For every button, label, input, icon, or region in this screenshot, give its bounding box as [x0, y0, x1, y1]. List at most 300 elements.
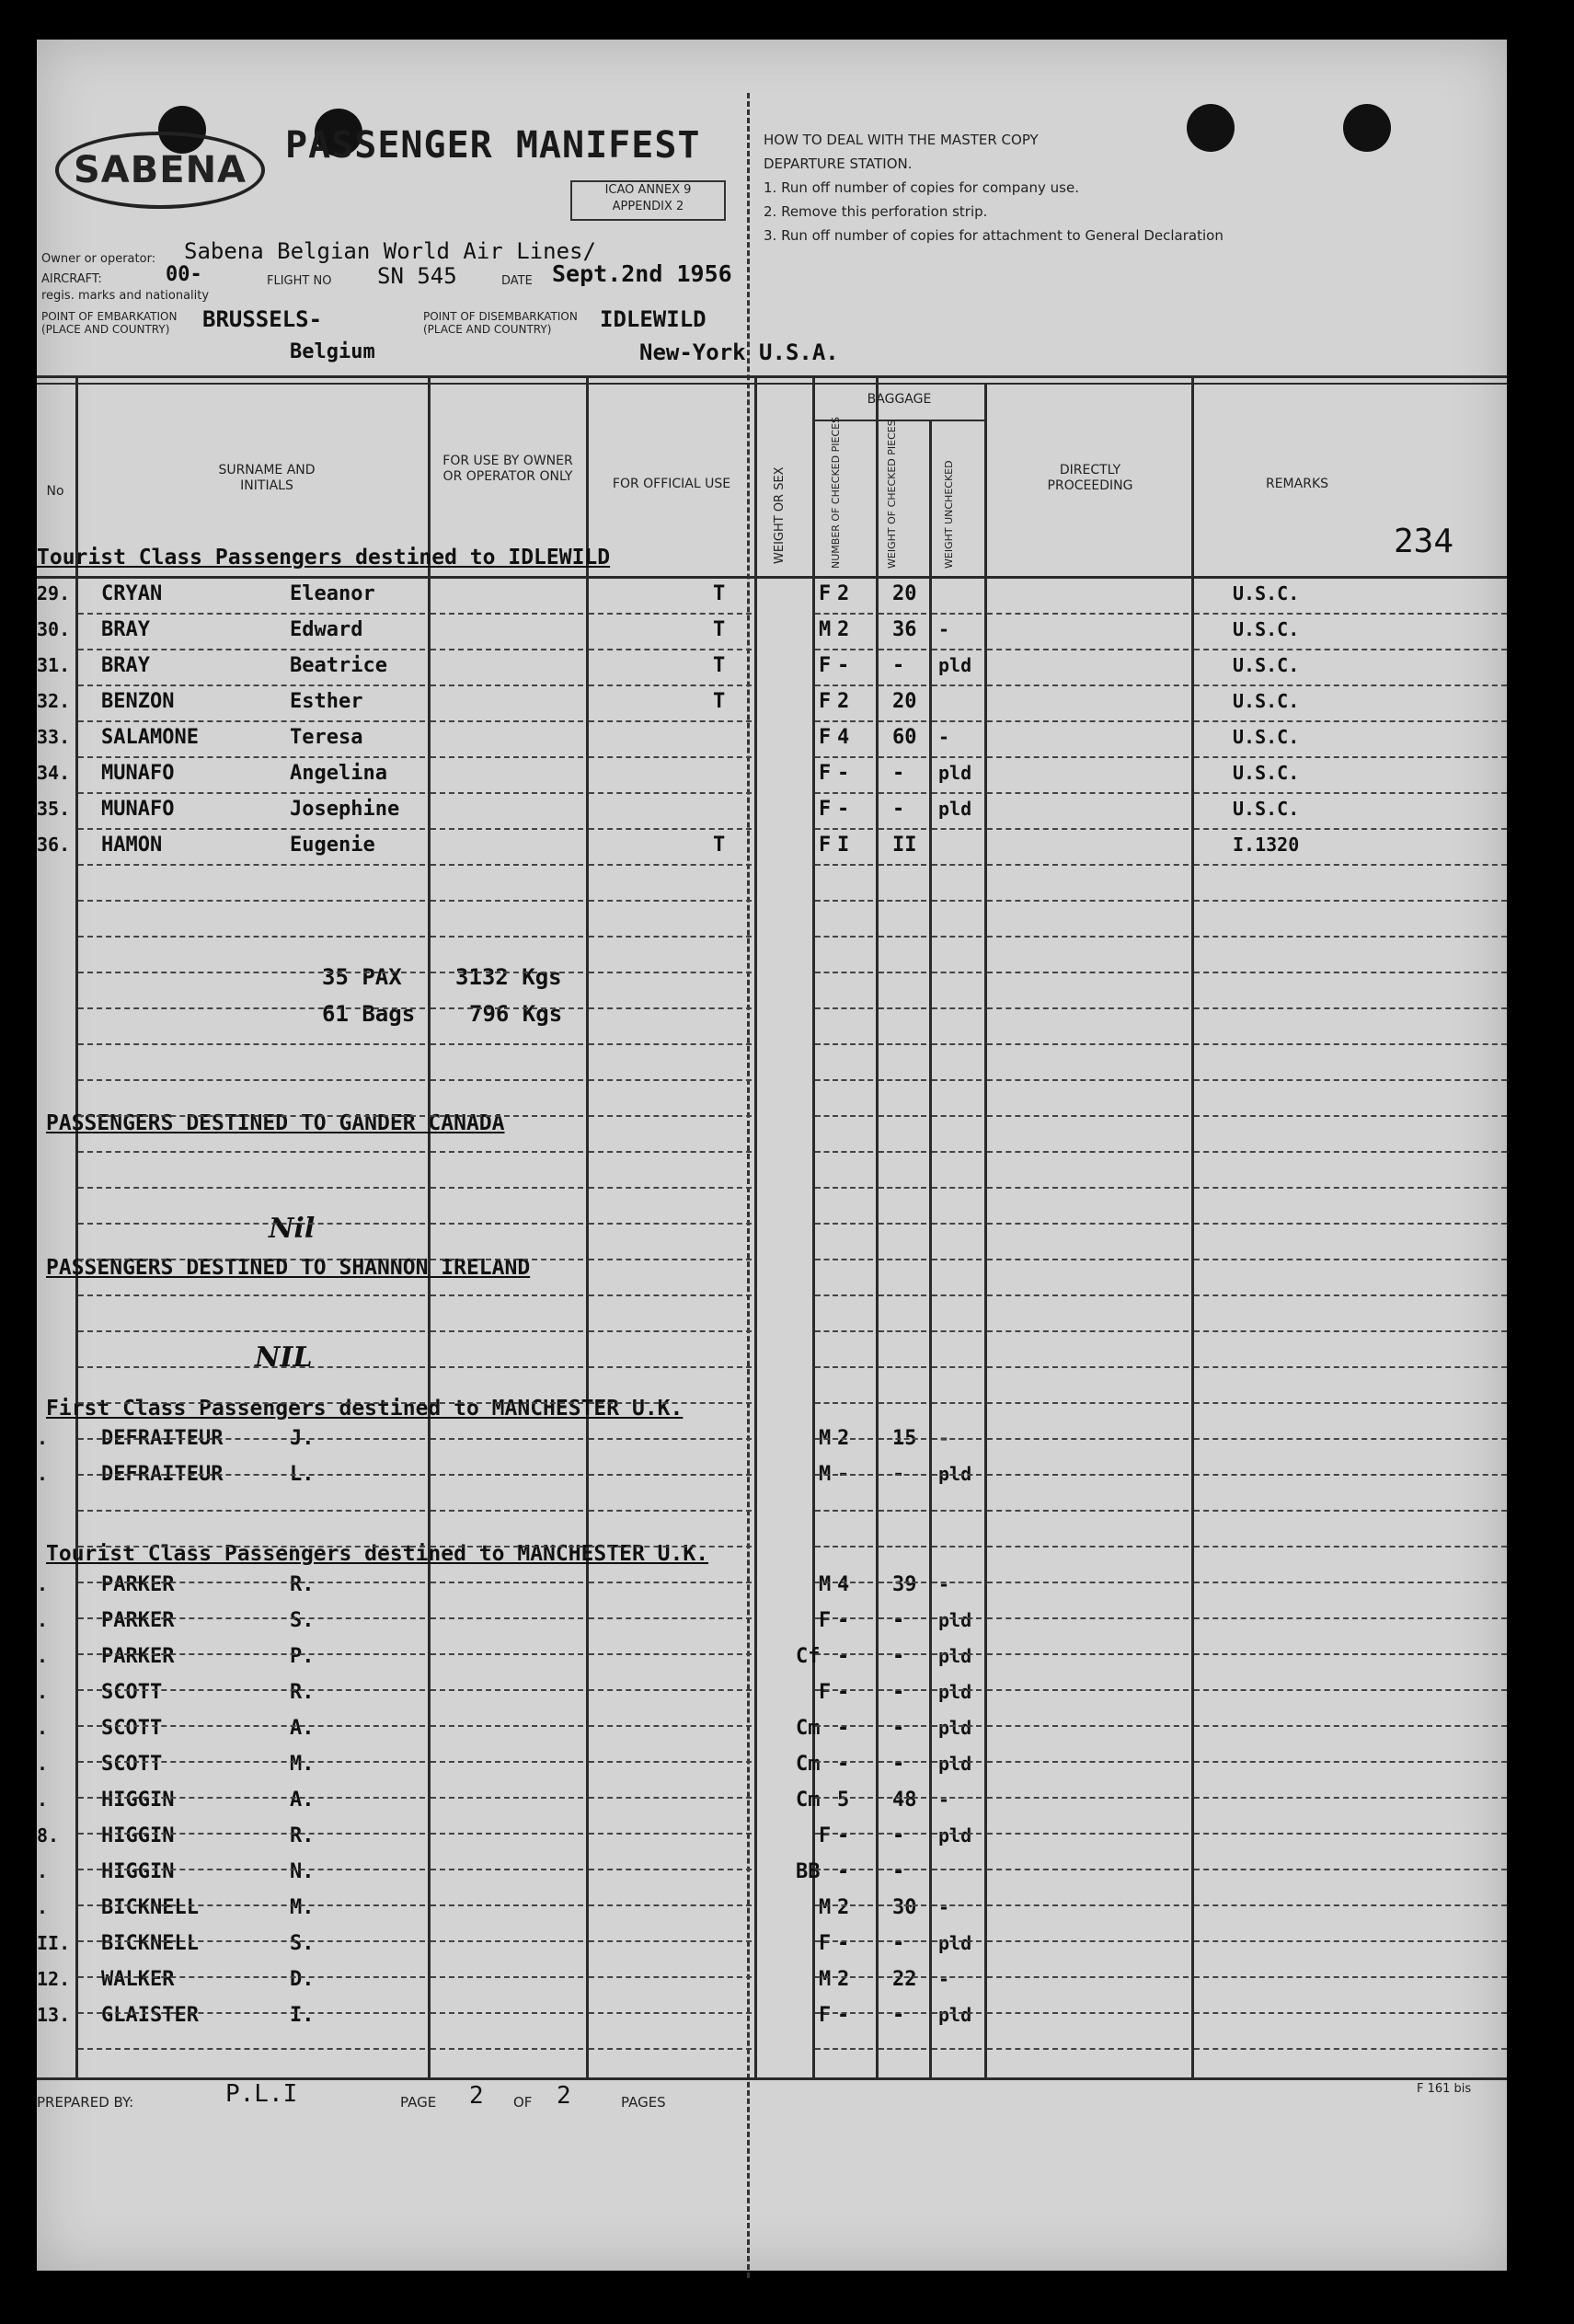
ruled-line — [78, 2048, 425, 2050]
ruled-line — [589, 1366, 752, 1368]
passenger-sex: F — [819, 1932, 832, 1955]
ruled-line — [589, 1510, 752, 1512]
ruled-line — [589, 936, 752, 938]
ruled-line — [932, 1833, 982, 1835]
baggage-weight: 20 — [892, 582, 917, 605]
ruled-line — [815, 1007, 873, 1009]
passenger-sex: M — [819, 1463, 832, 1486]
passenger-surname: BICKNELL — [101, 1932, 199, 1955]
ruled-line — [1194, 972, 1507, 973]
punch-hole — [1343, 104, 1391, 152]
ruled-line — [1194, 1940, 1507, 1942]
passenger-sex: F — [819, 834, 832, 857]
passenger-surname: BRAY — [101, 618, 150, 641]
ruled-line — [815, 1115, 873, 1117]
ruled-line — [987, 1689, 1189, 1691]
baggage-unchecked: pld — [938, 1753, 972, 1775]
ruled-line — [987, 720, 1189, 722]
passenger-given-name: J. — [290, 1427, 315, 1450]
gander-nil: Nil — [269, 1213, 316, 1245]
ruled-line — [815, 1833, 873, 1835]
ruled-line — [987, 1582, 1189, 1583]
ruled-line — [932, 1474, 982, 1476]
baggage-weight: - — [892, 1681, 905, 1704]
baggage-weight: 48 — [892, 1789, 917, 1812]
section-manchester-tourist: Tourist Class Passengers destined to MANCHESTER U.K. — [46, 1542, 709, 1566]
ruled-line — [815, 1079, 873, 1081]
ruled-line — [987, 685, 1189, 686]
ruled-line — [987, 756, 1189, 758]
row-number: 33. — [37, 726, 71, 748]
baggage-number: 2 — [837, 618, 850, 641]
ruled-line — [815, 828, 873, 830]
ruled-line — [1194, 720, 1507, 722]
ruled-line — [932, 864, 982, 866]
ruled-line — [879, 1007, 926, 1009]
col-bag-num: NUMBER OF CHECKED PIECES — [830, 416, 842, 569]
ruled-line — [78, 792, 425, 794]
disembark-country: New-York U.S.A. — [639, 339, 839, 365]
ruled-line — [78, 613, 425, 615]
ruled-line — [78, 1223, 425, 1225]
page-value: 2 — [469, 2082, 484, 2110]
passenger-sex: F — [819, 762, 832, 785]
ruled-line — [1194, 1330, 1507, 1332]
ruled-line — [1194, 1223, 1507, 1225]
passenger-sex: F — [819, 1681, 832, 1704]
ruled-line — [987, 1546, 1189, 1547]
ruled-line — [932, 1976, 982, 1978]
baggage-weight: - — [892, 2004, 905, 2027]
passenger-surname: HIGGIN — [101, 1789, 175, 1812]
section-idlewild: Tourist Class Passengers destined to IDLEWILD — [37, 546, 611, 569]
ruled-line — [987, 1330, 1189, 1332]
page-ref: 234 — [1394, 523, 1454, 560]
embark-label: POINT OF EMBARKATION (PLACE AND COUNTRY) — [41, 310, 178, 336]
passenger-sex: BB — [796, 1860, 821, 1883]
ruled-line — [1194, 1187, 1507, 1189]
ruled-line — [1194, 1438, 1507, 1440]
baggage-number: 4 — [837, 726, 850, 749]
ruled-line — [932, 1510, 982, 1512]
ruled-line — [431, 1725, 583, 1727]
passenger-surname: SCOTT — [101, 1753, 163, 1776]
col-bag-weight: WEIGHT OF CHECKED PIECES — [886, 420, 898, 569]
ruled-line — [431, 1653, 583, 1655]
baggage-weight: - — [892, 798, 905, 821]
baggage-weight: 36 — [892, 618, 917, 641]
ruled-line — [1194, 1402, 1507, 1404]
ruled-line — [431, 1151, 583, 1153]
ruled-line — [932, 1007, 982, 1009]
ruled-line — [879, 720, 926, 722]
ruled-line — [589, 1797, 752, 1799]
passenger-sex: F — [819, 1609, 832, 1632]
remark: U.S.C. — [1233, 726, 1300, 748]
passenger-class: T — [713, 690, 726, 713]
ruled-line — [1194, 1617, 1507, 1619]
ruled-line — [78, 1402, 425, 1404]
ruled-line — [78, 1833, 425, 1835]
ruled-line — [78, 1007, 425, 1009]
ruled-line — [589, 1079, 752, 1081]
ruled-line — [987, 1653, 1189, 1655]
ruled-line — [815, 1294, 873, 1296]
ruled-line — [815, 1402, 873, 1404]
baggage-number: - — [837, 654, 850, 677]
baggage-unchecked: pld — [938, 762, 972, 784]
ruled-line — [1194, 936, 1507, 938]
passenger-given-name: Eugenie — [290, 834, 375, 857]
passenger-given-name: Josephine — [290, 798, 400, 821]
baggage-unchecked: pld — [938, 1681, 972, 1703]
ruled-line — [589, 1330, 752, 1332]
ruled-line — [815, 756, 873, 758]
ruled-line — [589, 1474, 752, 1476]
baggage-weight: - — [892, 1463, 905, 1486]
ruled-line — [78, 1330, 425, 1332]
ruled-line — [932, 1904, 982, 1906]
page-label: PAGE — [400, 2094, 437, 2111]
baggage-number: 4 — [837, 1573, 850, 1596]
baggage-unchecked: - — [938, 726, 950, 748]
ruled-line — [932, 1043, 982, 1045]
passenger-sex: M — [819, 1968, 832, 1991]
row-number: . — [37, 1789, 49, 1811]
prepared-label: PREPARED BY: — [37, 2094, 134, 2111]
ruled-line — [815, 1151, 873, 1153]
ruled-line — [589, 1438, 752, 1440]
passenger-surname: SALAMONE — [101, 726, 199, 749]
ruled-line — [1194, 1976, 1507, 1978]
section-shannon: PASSENGERS DESTINED TO SHANNON IRELAND — [46, 1256, 531, 1280]
ruled-line — [879, 864, 926, 866]
ruled-line — [815, 1259, 873, 1260]
ruled-line — [987, 1474, 1189, 1476]
ruled-line — [932, 649, 982, 650]
ruled-line — [589, 1223, 752, 1225]
passenger-sex: Cm — [796, 1717, 821, 1740]
of-label: OF — [513, 2094, 533, 2111]
ruled-line — [815, 2012, 873, 2014]
passenger-surname: PARKER — [101, 1645, 175, 1668]
ruled-line — [431, 1474, 583, 1476]
baggage-number: 5 — [837, 1789, 850, 1812]
ruled-line — [78, 1043, 425, 1045]
ruled-line — [932, 1653, 982, 1655]
ruled-line — [932, 720, 982, 722]
ruled-line — [1194, 1797, 1507, 1799]
baggage-number: - — [837, 1645, 850, 1668]
ruled-line — [589, 1940, 752, 1942]
ruled-line — [1194, 1259, 1507, 1260]
passenger-given-name: L. — [290, 1463, 315, 1486]
ruled-line — [987, 2048, 1189, 2050]
baggage-number: - — [837, 1717, 850, 1740]
ruled-line — [932, 1761, 982, 1763]
ruled-line — [932, 1223, 982, 1225]
ruled-line — [932, 1869, 982, 1870]
passenger-surname: BENZON — [101, 690, 175, 713]
passenger-surname: MUNAFO — [101, 762, 175, 785]
baggage-number: - — [837, 1681, 850, 1704]
baggage-unchecked: pld — [938, 1645, 972, 1667]
ruled-line — [78, 1617, 425, 1619]
passenger-given-name: A. — [290, 1717, 315, 1740]
ruled-line — [1194, 1869, 1507, 1870]
ruled-line — [815, 792, 873, 794]
ruled-line — [431, 1259, 583, 1260]
ruled-line — [431, 1904, 583, 1906]
ruled-line — [987, 900, 1189, 902]
ruled-line — [879, 1833, 926, 1835]
remark: U.S.C. — [1233, 618, 1300, 640]
ruled-line — [431, 1869, 583, 1870]
ruled-line — [987, 1402, 1189, 1404]
ruled-line — [78, 1797, 425, 1799]
passenger-given-name: D. — [290, 1968, 315, 1991]
manifest-sheet — [37, 40, 1507, 2271]
ruled-line — [932, 1115, 982, 1117]
row-number: 34. — [37, 762, 71, 784]
ruled-line — [879, 792, 926, 794]
baggage-unchecked: - — [938, 1968, 950, 1990]
baggage-weight: II — [892, 834, 917, 857]
flight-value: SN 545 — [377, 263, 457, 289]
row-number: II. — [37, 1932, 71, 1954]
ruled-line — [879, 649, 926, 650]
ruled-line — [987, 1617, 1189, 1619]
ruled-line — [932, 685, 982, 686]
row-number: 29. — [37, 582, 71, 604]
ruled-line — [589, 792, 752, 794]
ruled-line — [932, 1366, 982, 1368]
ruled-line — [431, 2048, 583, 2050]
ruled-line — [879, 1653, 926, 1655]
ruled-line — [879, 1115, 926, 1117]
ruled-line — [431, 1079, 583, 1081]
ruled-line — [78, 1904, 425, 1906]
passenger-given-name: A. — [290, 1789, 315, 1812]
ruled-line — [78, 1438, 425, 1440]
ruled-line — [78, 1187, 425, 1189]
ruled-line — [932, 972, 982, 973]
ruled-line — [589, 1689, 752, 1691]
ruled-line — [815, 972, 873, 973]
ruled-line — [431, 1689, 583, 1691]
ruled-line — [932, 1725, 982, 1727]
baggage-weight: 30 — [892, 1896, 917, 1919]
ruled-line — [879, 1546, 926, 1547]
ruled-line — [431, 1007, 583, 1009]
ruled-line — [987, 1187, 1189, 1189]
ruled-line — [932, 613, 982, 615]
ruled-line — [78, 2012, 425, 2014]
ruled-line — [431, 1223, 583, 1225]
ruled-line — [879, 1725, 926, 1727]
passenger-given-name: P. — [290, 1645, 315, 1668]
ruled-line — [879, 1976, 926, 1978]
ruled-line — [879, 1223, 926, 1225]
baggage-weight: 39 — [892, 1573, 917, 1596]
ruled-line — [78, 1976, 425, 1978]
baggage-weight: - — [892, 1717, 905, 1740]
passenger-class: T — [713, 618, 726, 641]
ruled-line — [431, 1582, 583, 1583]
ruled-line — [431, 828, 583, 830]
row-number: . — [37, 1463, 49, 1485]
ruled-line — [879, 972, 926, 973]
ruled-line — [815, 1582, 873, 1583]
ruled-line — [431, 1366, 583, 1368]
ruled-line — [431, 1402, 583, 1404]
passenger-sex: F — [819, 1824, 832, 1847]
ruled-line — [815, 1617, 873, 1619]
ruled-line — [1194, 1007, 1507, 1009]
ruled-line — [815, 1366, 873, 1368]
baggage-weight: - — [892, 1932, 905, 1955]
ruled-line — [1194, 1653, 1507, 1655]
ruled-line — [879, 828, 926, 830]
row-number: . — [37, 1645, 49, 1667]
ruled-line — [932, 2012, 982, 2014]
ruled-line — [589, 685, 752, 686]
row-number: . — [37, 1896, 49, 1918]
passenger-surname: HAMON — [101, 834, 163, 857]
passenger-given-name: I. — [290, 2004, 315, 2027]
ruled-line — [815, 1689, 873, 1691]
ruled-line — [589, 1725, 752, 1727]
ruled-line — [879, 1797, 926, 1799]
ruled-line — [78, 1689, 425, 1691]
ruled-line — [815, 1330, 873, 1332]
passenger-given-name: R. — [290, 1824, 315, 1847]
baggage-number: - — [837, 2004, 850, 2027]
sabena-logo: SABENA — [55, 132, 265, 209]
ruled-line — [431, 1330, 583, 1332]
passenger-sex: F — [819, 2004, 832, 2027]
ruled-line — [987, 1940, 1189, 1942]
ruled-line — [431, 613, 583, 615]
ruled-line — [815, 1510, 873, 1512]
passenger-surname: SCOTT — [101, 1681, 163, 1704]
ruled-line — [589, 1546, 752, 1547]
ruled-line — [589, 1259, 752, 1260]
passenger-sex: M — [819, 1427, 832, 1450]
ruled-line — [431, 864, 583, 866]
ruled-line — [815, 1797, 873, 1799]
passenger-sex: M — [819, 618, 832, 641]
ruled-line — [431, 1976, 583, 1978]
ruled-line — [431, 1438, 583, 1440]
remark: U.S.C. — [1233, 762, 1300, 784]
ruled-line — [987, 1007, 1189, 1009]
baggage-unchecked: pld — [938, 1824, 972, 1847]
col-no: No — [46, 484, 64, 499]
passenger-sex: Cm — [796, 1789, 821, 1812]
ruled-line — [932, 1187, 982, 1189]
baggage-number: - — [837, 1824, 850, 1847]
ruled-line — [815, 1187, 873, 1189]
ruled-line — [987, 649, 1189, 650]
ruled-line — [431, 1761, 583, 1763]
baggage-number: 2 — [837, 690, 850, 713]
passenger-sex: F — [819, 690, 832, 713]
ruled-line — [1194, 828, 1507, 830]
ruled-line — [987, 1259, 1189, 1260]
ruled-line — [589, 613, 752, 615]
passenger-sex: M — [819, 1896, 832, 1919]
remark: U.S.C. — [1233, 654, 1300, 676]
ruled-line — [879, 1259, 926, 1260]
ruled-line — [589, 1617, 752, 1619]
ruled-line — [589, 1294, 752, 1296]
passenger-sex: F — [819, 726, 832, 749]
ruled-line — [987, 1115, 1189, 1117]
passenger-given-name: S. — [290, 1932, 315, 1955]
passenger-sex: Cm — [796, 1753, 821, 1776]
baggage-number: - — [837, 1463, 850, 1486]
baggage-unchecked: - — [938, 1789, 950, 1811]
baggage-number: - — [837, 1753, 850, 1776]
ruled-line — [879, 1438, 926, 1440]
ruled-line — [78, 649, 425, 650]
ruled-line — [879, 1689, 926, 1691]
row-number: 12. — [37, 1968, 71, 1990]
flight-label: FLIGHT NO — [267, 274, 332, 288]
ruled-line — [879, 1869, 926, 1870]
ruled-line — [815, 1043, 873, 1045]
ruled-line — [932, 1151, 982, 1153]
prepared-value: P.L.I — [225, 2080, 298, 2108]
passenger-sex: F — [819, 582, 832, 605]
row-number: 35. — [37, 798, 71, 820]
ruled-line — [815, 1546, 873, 1547]
pages-label: PAGES — [621, 2094, 666, 2111]
ruled-line — [879, 1474, 926, 1476]
ruled-line — [78, 1294, 425, 1296]
baggage-unchecked: pld — [938, 1932, 972, 1954]
ruled-line — [1194, 1582, 1507, 1583]
ruled-line — [987, 1869, 1189, 1870]
passenger-surname: GLAISTER — [101, 2004, 199, 2027]
baggage-unchecked: - — [938, 1573, 950, 1595]
ruled-line — [932, 828, 982, 830]
ruled-line — [78, 1151, 425, 1153]
ruled-line — [1194, 1546, 1507, 1547]
ruled-line — [932, 1438, 982, 1440]
ruled-line — [589, 1761, 752, 1763]
ruled-line — [987, 1294, 1189, 1296]
ruled-line — [1194, 1115, 1507, 1117]
row-number: . — [37, 1609, 49, 1631]
ruled-line — [589, 720, 752, 722]
of-value: 2 — [557, 2082, 571, 2110]
baggage-number: 2 — [837, 1427, 850, 1450]
ruled-line — [987, 1079, 1189, 1081]
baggage-unchecked: pld — [938, 798, 972, 820]
remark: U.S.C. — [1233, 582, 1300, 604]
col-baggage: BAGGAGE — [867, 392, 932, 407]
ruled-line — [1194, 1079, 1507, 1081]
ruled-line — [78, 685, 425, 686]
ruled-line — [815, 1653, 873, 1655]
ruled-line — [879, 1904, 926, 1906]
section-gander: PASSENGERS DESTINED TO GANDER CANADA — [46, 1111, 505, 1135]
instructions: HOW TO DEAL WITH THE MASTER COPY DEPARTURE STATION. 1. Run off number of copies for company use. 2. Remove this perforation strip. 3. Run off number of copies for attachment to General Declaration — [764, 132, 1224, 244]
total-pax-kg: 3132 Kgs — [455, 964, 562, 990]
passenger-sex: F — [819, 654, 832, 677]
